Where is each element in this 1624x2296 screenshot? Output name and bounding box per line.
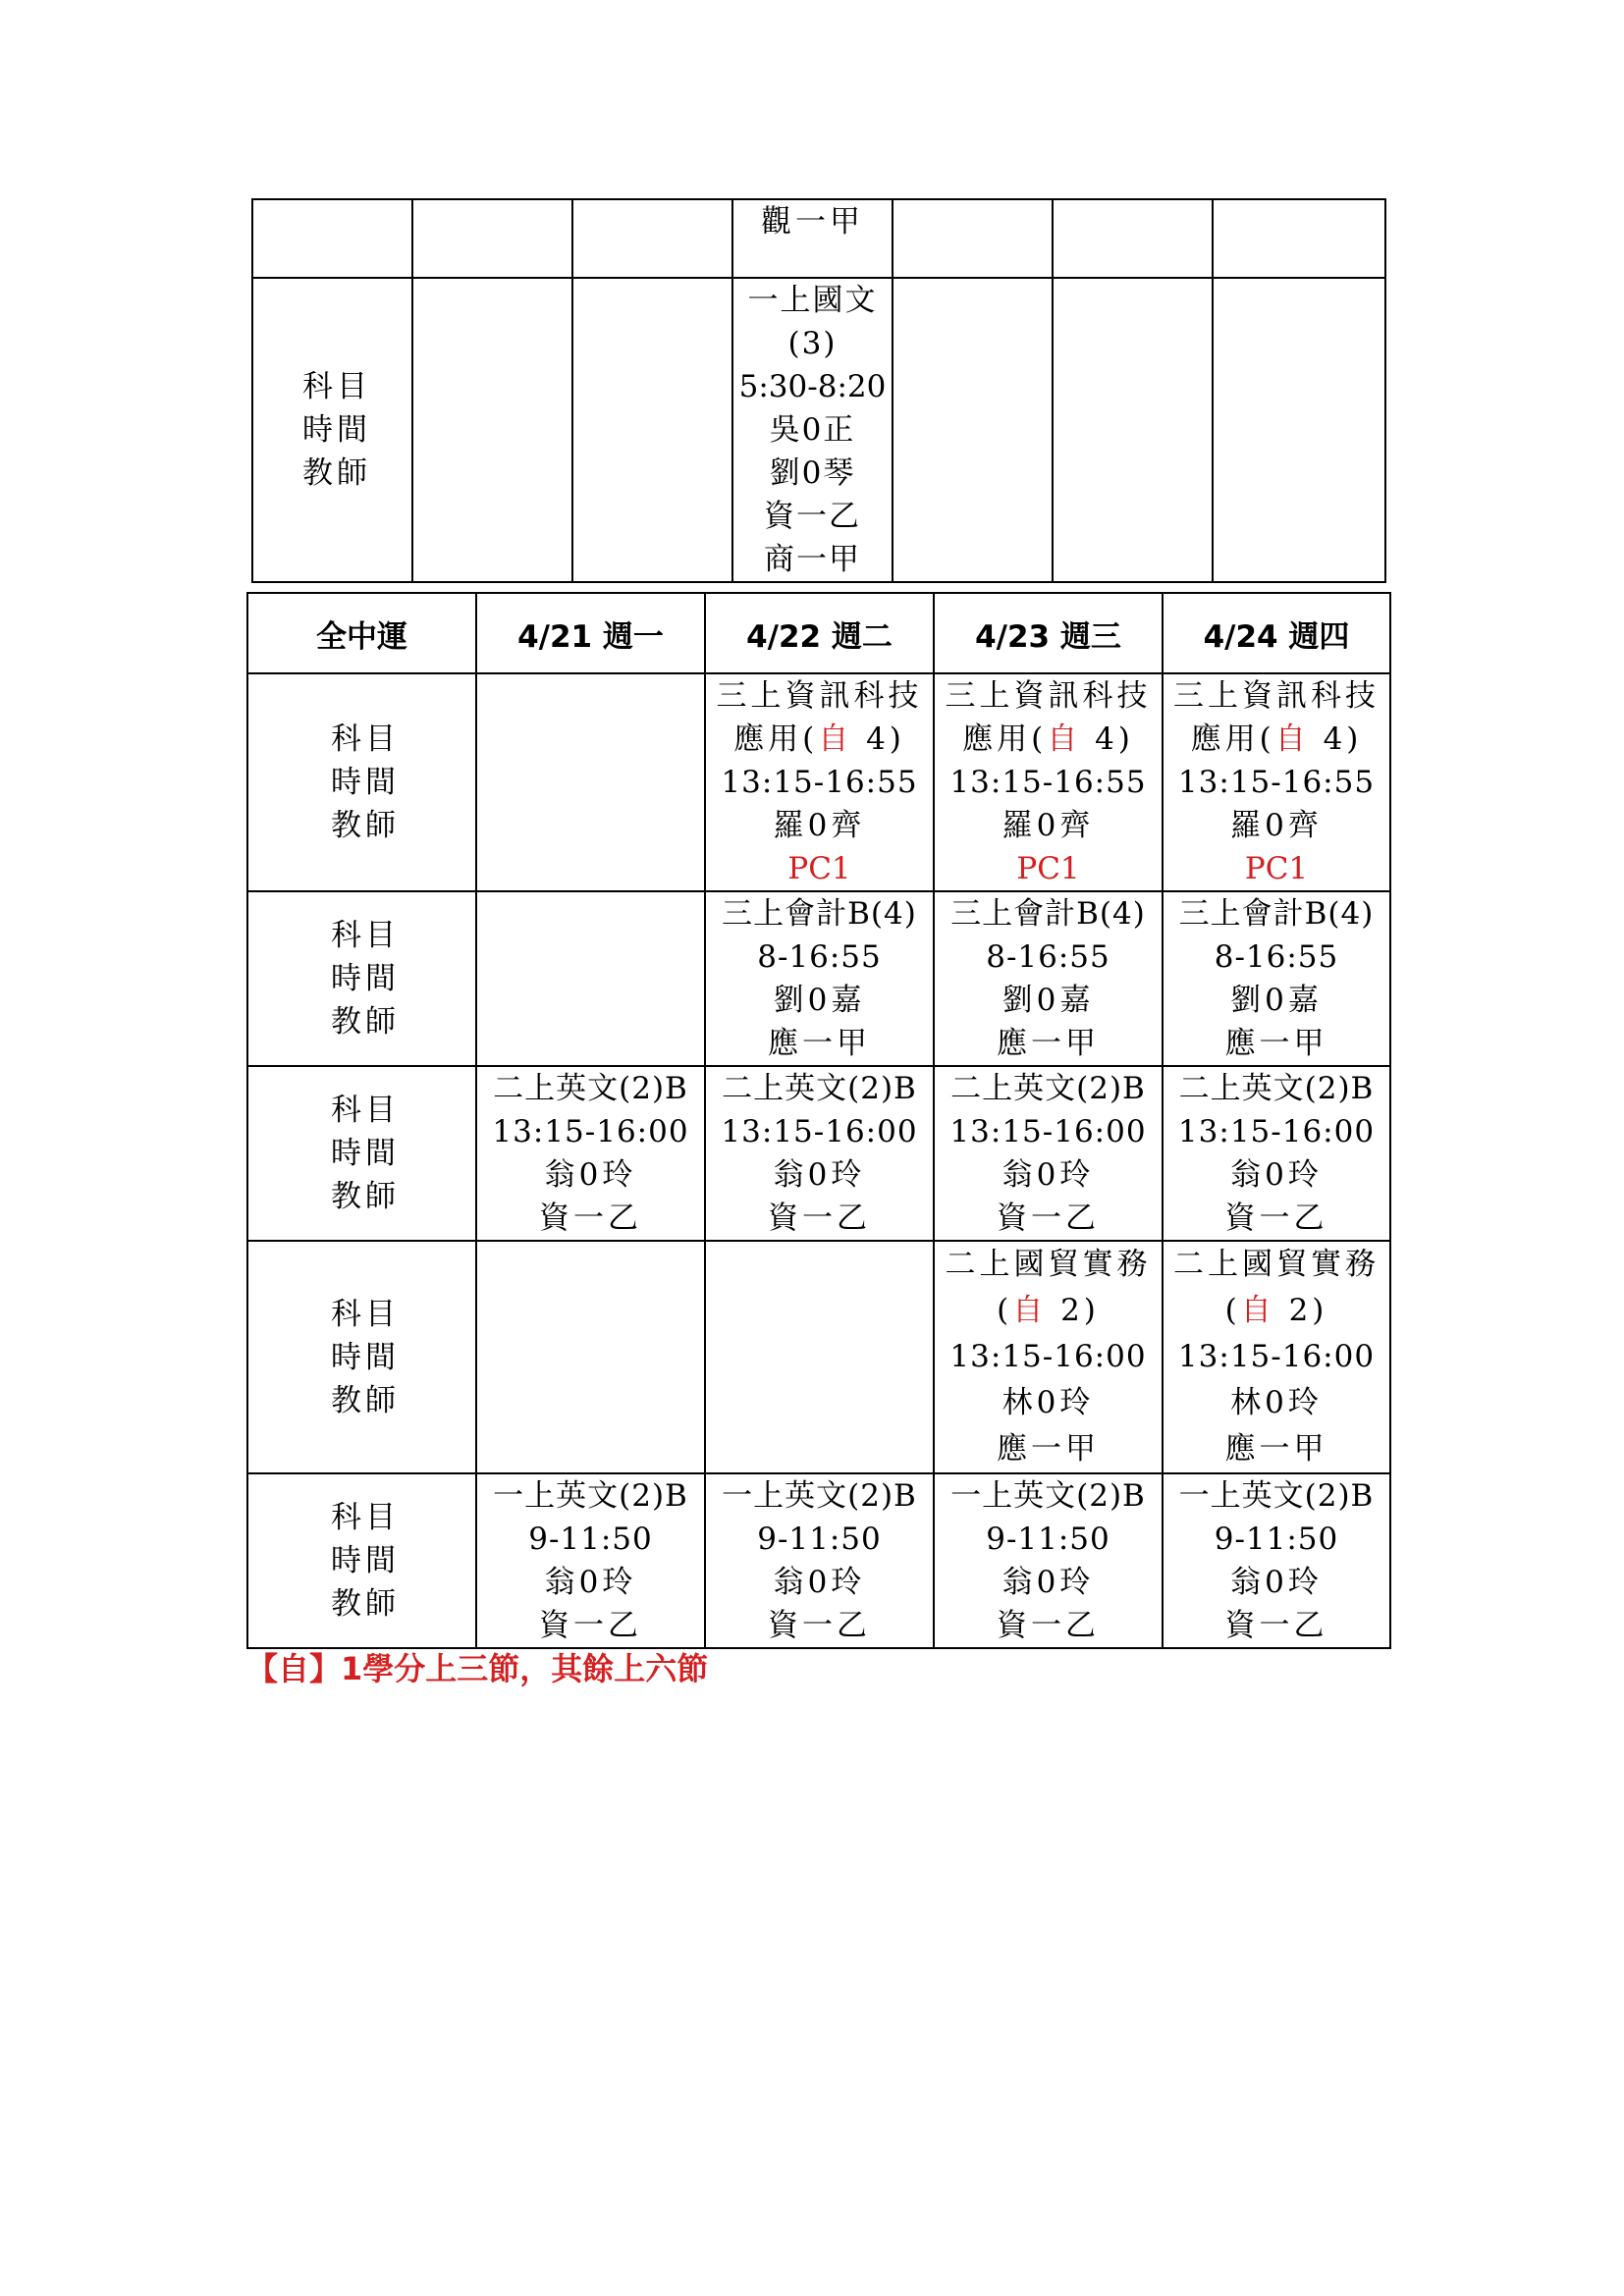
course-cell-wed: 二上國貿實務 (自 2) 13:15-16:00 林0玲 應一甲 bbox=[934, 1241, 1163, 1473]
course-cell-thu: 三上會計B(4) 8-16:55 劉0嘉 應一甲 bbox=[1163, 891, 1390, 1066]
table-cell bbox=[732, 199, 893, 278]
header-day-wed: 4/23 週三 bbox=[934, 593, 1163, 673]
table-cell bbox=[412, 278, 572, 582]
header-day-thu: 4/24 週四 bbox=[1163, 593, 1390, 673]
course-cell-mon bbox=[476, 891, 705, 1066]
course-cell-thu: 二上國貿實務 (自 2) 13:15-16:00 林0玲 應一甲 bbox=[1163, 1241, 1390, 1473]
course-cell-mon bbox=[476, 1241, 705, 1473]
header-event: 全中運 bbox=[247, 593, 476, 673]
course-cell-thu: 一上英文(2)B 9-11:50 翁0玲 資一乙 bbox=[1163, 1473, 1390, 1648]
table-row bbox=[252, 278, 1385, 582]
course-cell-thu: 三上資訊科技 應用(自 4) 13:15-16:55 羅0齊 PC1 bbox=[1163, 673, 1390, 891]
table-row bbox=[247, 1066, 1390, 1241]
footnote: 【自】1學分上三節，其餘上六節 bbox=[246, 1650, 709, 1687]
header-row bbox=[247, 593, 1390, 673]
row-label: 科目 時間 教師 bbox=[247, 673, 476, 891]
course-cell-wed: 一上英文(2)B 9-11:50 翁0玲 資一乙 bbox=[934, 1473, 1163, 1648]
row-label: 科目 時間 教師 bbox=[247, 1473, 476, 1648]
table-row bbox=[252, 199, 1385, 278]
table-row bbox=[247, 673, 1390, 891]
table-cell bbox=[893, 278, 1053, 582]
course-cell-mon: 一上英文(2)B 9-11:50 翁0玲 資一乙 bbox=[476, 1473, 705, 1648]
header-day-tue: 4/22 週二 bbox=[705, 593, 934, 673]
table-cell bbox=[893, 199, 1053, 278]
course-cell-tue: 三上會計B(4) 8-16:55 劉0嘉 應一甲 bbox=[705, 891, 934, 1066]
table-cell bbox=[1213, 278, 1385, 582]
table-cell bbox=[252, 199, 412, 278]
course-cell-wed: 三上會計B(4) 8-16:55 劉0嘉 應一甲 bbox=[934, 891, 1163, 1066]
course-cell-wed: 三上資訊科技 應用(自 4) 13:15-16:55 羅0齊 PC1 bbox=[934, 673, 1163, 891]
course-cell-tue: 二上英文(2)B 13:15-16:00 翁0玲 資一乙 bbox=[705, 1066, 934, 1241]
course-cell-thu: 二上英文(2)B 13:15-16:00 翁0玲 資一乙 bbox=[1163, 1066, 1390, 1241]
course-cell-tue bbox=[705, 1241, 934, 1473]
table-cell bbox=[572, 278, 732, 582]
class-name: 觀一甲 bbox=[761, 204, 864, 240]
table-cell bbox=[1213, 199, 1385, 278]
row-label: 科目 時間 教師 bbox=[247, 891, 476, 1066]
table-row bbox=[247, 1473, 1390, 1648]
course-cell-tue: 三上資訊科技 應用(自 4) 13:15-16:55 羅0齊 PC1 bbox=[705, 673, 934, 891]
course-cell-mon: 二上英文(2)B 13:15-16:00 翁0玲 資一乙 bbox=[476, 1066, 705, 1241]
table-cell bbox=[412, 199, 572, 278]
course-cell-tue: 一上英文(2)B 9-11:50 翁0玲 資一乙 bbox=[705, 1473, 934, 1648]
header-day-mon: 4/21 週一 bbox=[476, 593, 705, 673]
table-cell bbox=[1053, 278, 1213, 582]
course-cell: 一上國文 (3) 5:30-8:20 吳0正 劉0琴 資一乙 商一甲 bbox=[732, 278, 893, 582]
table-cell bbox=[1053, 199, 1213, 278]
row-label: 科目 時間 教師 bbox=[247, 1241, 476, 1473]
schedule-table bbox=[246, 592, 1391, 1649]
table-row bbox=[247, 891, 1390, 1066]
course-cell-wed: 二上英文(2)B 13:15-16:00 翁0玲 資一乙 bbox=[934, 1066, 1163, 1241]
schedule-table-continued bbox=[251, 198, 1386, 583]
row-label: 科目 時間 教師 bbox=[247, 1066, 476, 1241]
table-row bbox=[247, 1241, 1390, 1473]
course-cell-mon bbox=[476, 673, 705, 891]
table-cell bbox=[572, 199, 732, 278]
row-label: 科目 時間 教師 bbox=[252, 278, 412, 582]
